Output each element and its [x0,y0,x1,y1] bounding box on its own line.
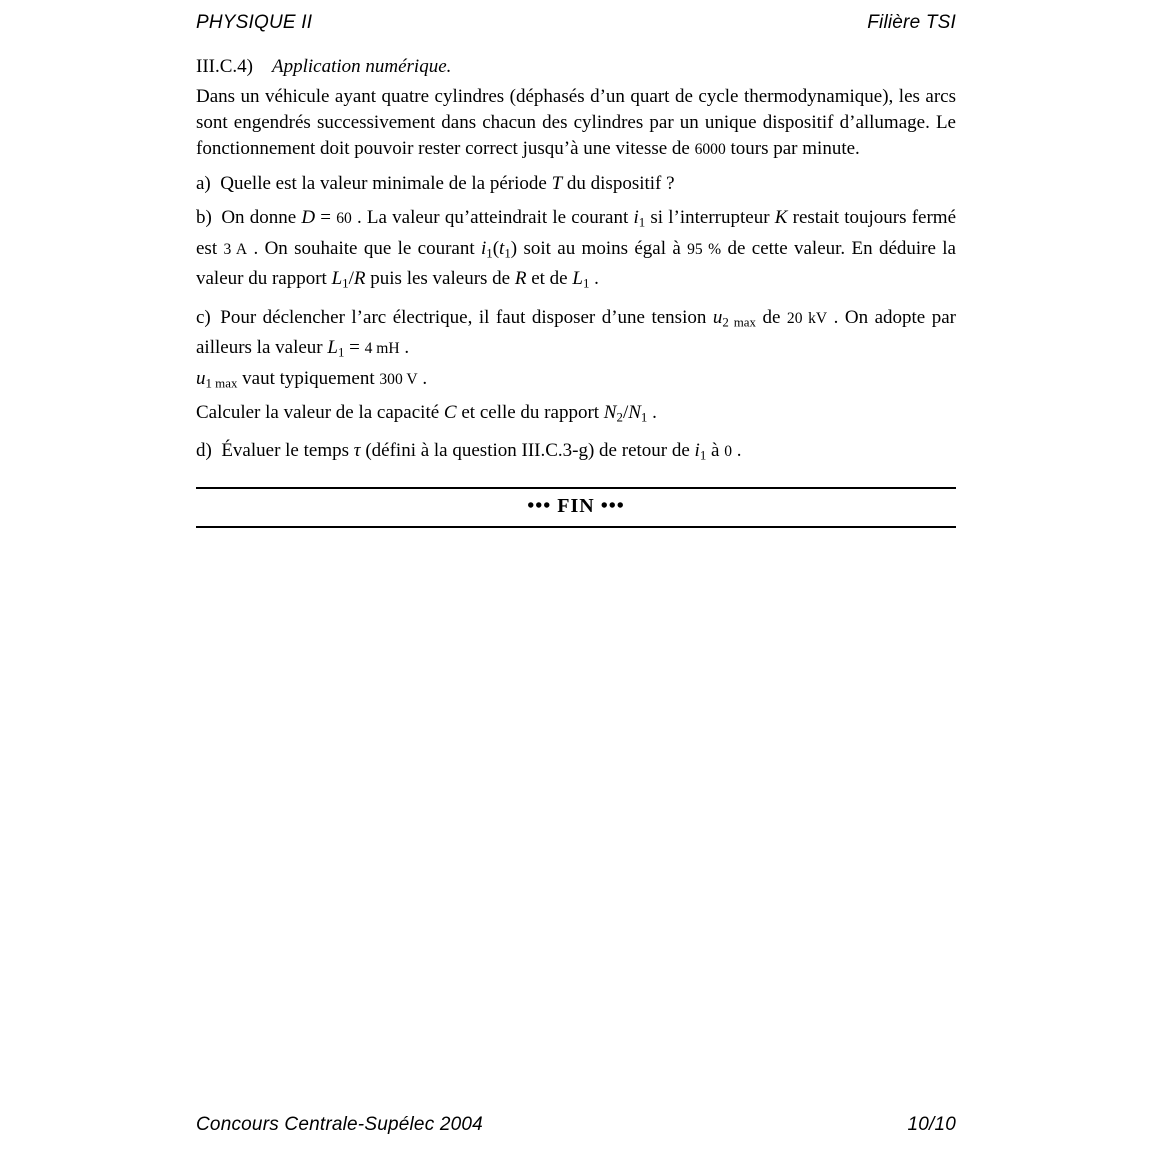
fin-bottom-rule [196,526,956,528]
page-body [196,54,956,528]
footer-exam-title: Concours Centrale-Supélec 2004 [196,1114,483,1135]
header-track-label: Filière TSI [867,12,956,33]
section-heading: III.C.4) Application numérique. [196,56,452,77]
question-item-b: b) On donne D = 60 . La valeur qu’atteindrait le courant i1 si l’interrupteur K restait toujours fermé est 3 A . On souhaite que le courant i1(t1) soit au moins égal à 95 % de cette valeur. En déduire la valeur du rapport L1/R puis les valeurs de R et de L1 . [196,207,957,291]
question-item-c-line2: u1 max vaut typiquement 300 V . [196,368,428,391]
footer-page-number: 10/10 [907,1114,956,1135]
page-footer [196,1114,956,1136]
question-item-c: c) Pour déclencher l’arc électrique, il faut disposer d’une tension u2 max de 20 kV . On adopte par ailleurs la valeur L1 = 4 mH . [196,306,956,361]
header-course-title: PHYSIQUE II [196,12,313,33]
fin-block [196,487,956,528]
question-item-c-line3: Calculer la valeur de la capacité C et celle du rapport N2/N1 . [196,401,657,425]
intro-paragraph: Dans un véhicule ayant quatre cylindres (déphasés d’un quart de cycle thermodynamique), les arcs sont engendrés successivement dans chacun des cylindres par un unique dispositif d’allumage. Le fonctionnement doit pouvoir rester correct jusqu’à une vitesse de 6000 tours par minute. [196,86,956,159]
question-item-a: a) Quelle est la valeur minimale de la période T du dispositif ? [196,173,675,194]
fin-text: ••• FIN ••• [527,494,625,517]
question-item-d: d) Évaluer le temps τ (défini à la question III.C.3-g) de retour de i1 à 0 . [196,440,742,463]
page-header [196,12,956,34]
